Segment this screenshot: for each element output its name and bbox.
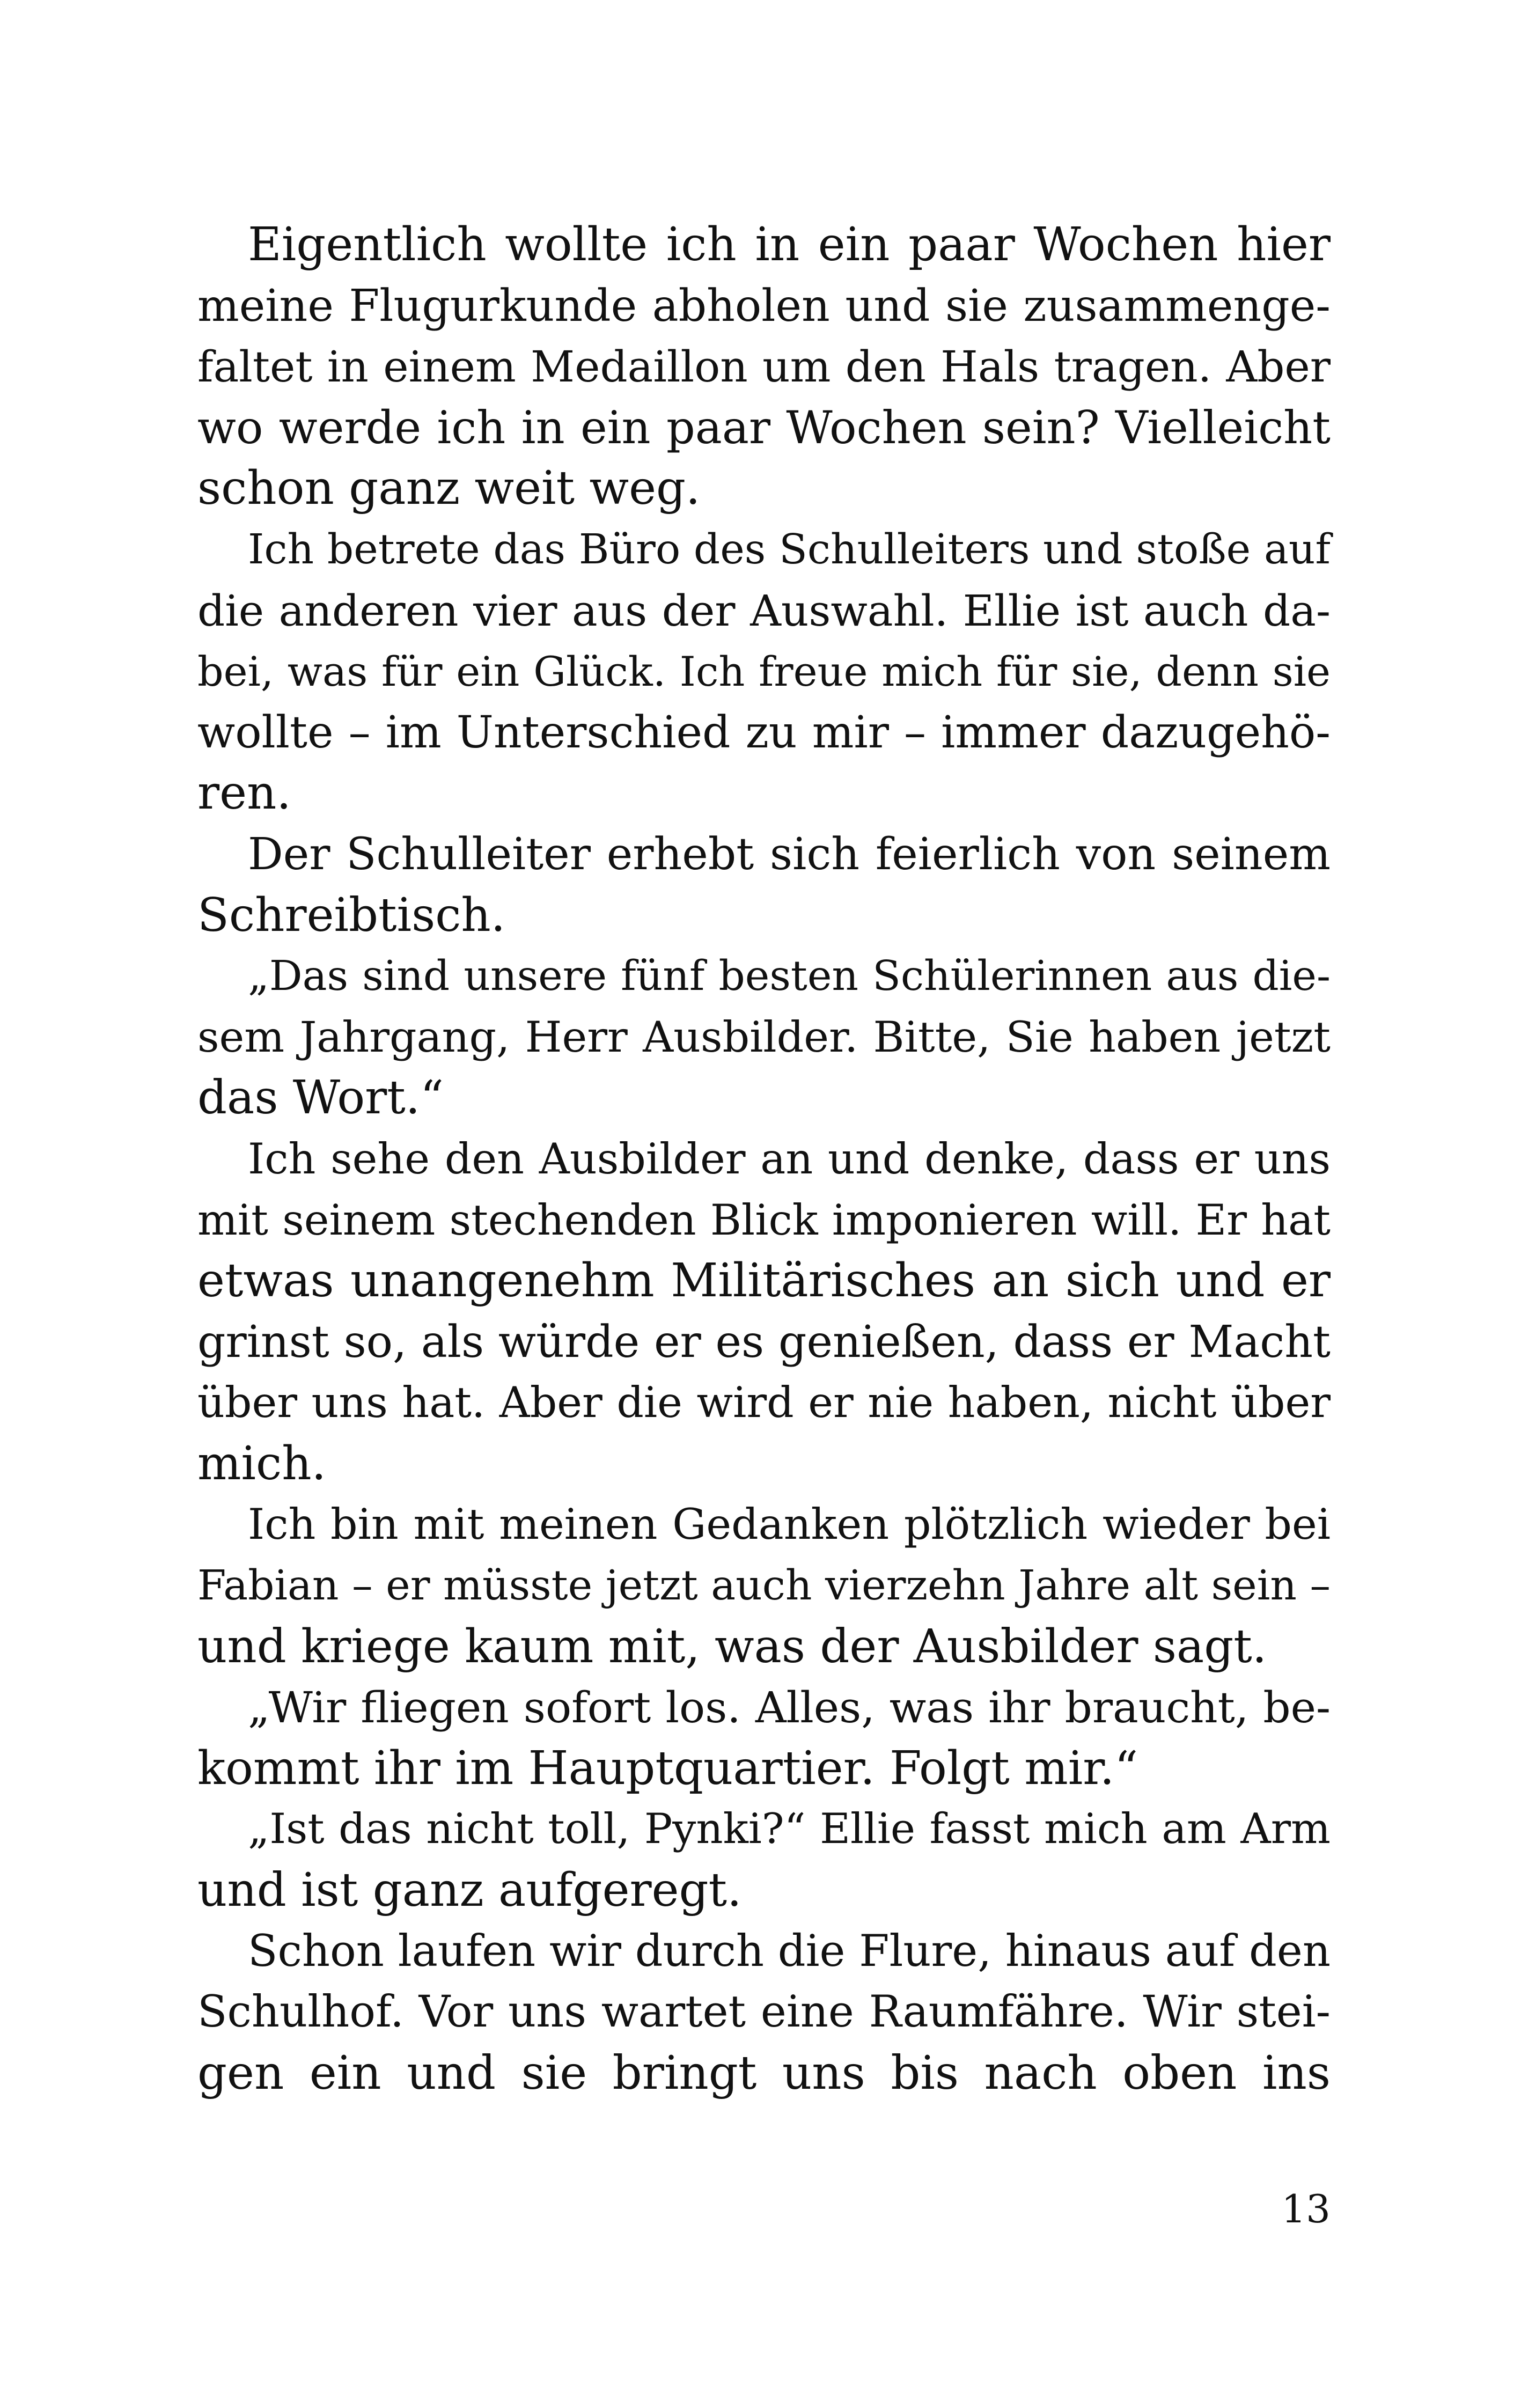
text-line: das Wort.“ [197, 1071, 444, 1125]
text-line: über uns hat. Aber die wird er nie haben, nicht über [197, 1378, 1331, 1428]
text-line: Schreibtisch. [197, 888, 506, 942]
text-line: wollte – im Unterschied zu mir – immer dazugehö- [197, 707, 1331, 758]
page-number: 13 [1281, 2186, 1331, 2231]
text-line: gen ein und sie bringt uns bis nach oben ins [197, 2046, 1331, 2100]
text-line: und kriege kaum mit, was der Ausbilder sagt. [197, 1619, 1267, 1673]
text-line: kommt ihr im Hauptquartier. Folgt mir.“ [197, 1741, 1138, 1795]
text-line: etwas unangenehm Militärisches an sich und er [197, 1254, 1331, 1308]
text-line: ren. [197, 766, 291, 820]
text-line: Schulhof. Vor uns wartet eine Raumfähre. Wir stei- [197, 1987, 1331, 2038]
text-line: mich. [197, 1436, 326, 1491]
body-text [197, 215, 1331, 2104]
text-line: „Wir fliegen sofort los. Alles, was ihr braucht, be- [248, 1683, 1331, 1733]
text-line: sem Jahrgang, Herr Ausbilder. Bitte, Sie haben jetzt [197, 1012, 1331, 1062]
text-line: Schon laufen wir durch die Flure, hinaus auf den [248, 1926, 1331, 1977]
text-line: meine Flugurkunde abholen und sie zusammenge- [197, 280, 1331, 332]
text-line: schon ganz weit weg. [197, 461, 701, 516]
text-line: die anderen vier aus der Auswahl. Ellie ist auch da- [197, 585, 1331, 636]
text-line: wo werde ich in ein paar Wochen sein? Vielleicht [197, 401, 1331, 454]
text-line: „Ist das nicht toll, Pynki?“ Ellie fasst mich am Arm [248, 1805, 1331, 1854]
text-line: Fabian – er müsste jetzt auch vierzehn Jahre alt sein – [197, 1562, 1331, 1610]
text-line: faltet in einem Medaillon um den Hals tragen. Aber [197, 342, 1331, 392]
text-line: mit seinem stechenden Blick imponieren will. Er hat [197, 1195, 1331, 1245]
text-line: grinst so, als würde er es genießen, dass er Macht [197, 1316, 1331, 1368]
text-line: und ist ganz aufgeregt. [197, 1863, 742, 1918]
text-line: Ich bin mit meinen Gedanken plötzlich wieder bei [248, 1500, 1331, 1550]
text-line: Ich sehe den Ausbilder an und denke, dass er uns [248, 1134, 1331, 1184]
text-line: Ich betrete das Büro des Schulleiters und stoße auf [248, 525, 1331, 574]
text-line: Eigentlich wollte ich in ein paar Wochen hier [248, 218, 1331, 271]
text-line: „Das sind unsere fünf besten Schülerinnen aus die- [248, 952, 1331, 1001]
text-line: bei, was für ein Glück. Ich freue mich für sie, denn sie [197, 648, 1331, 696]
text-line: Der Schulleiter erhebt sich feierlich von seinem [248, 828, 1331, 880]
